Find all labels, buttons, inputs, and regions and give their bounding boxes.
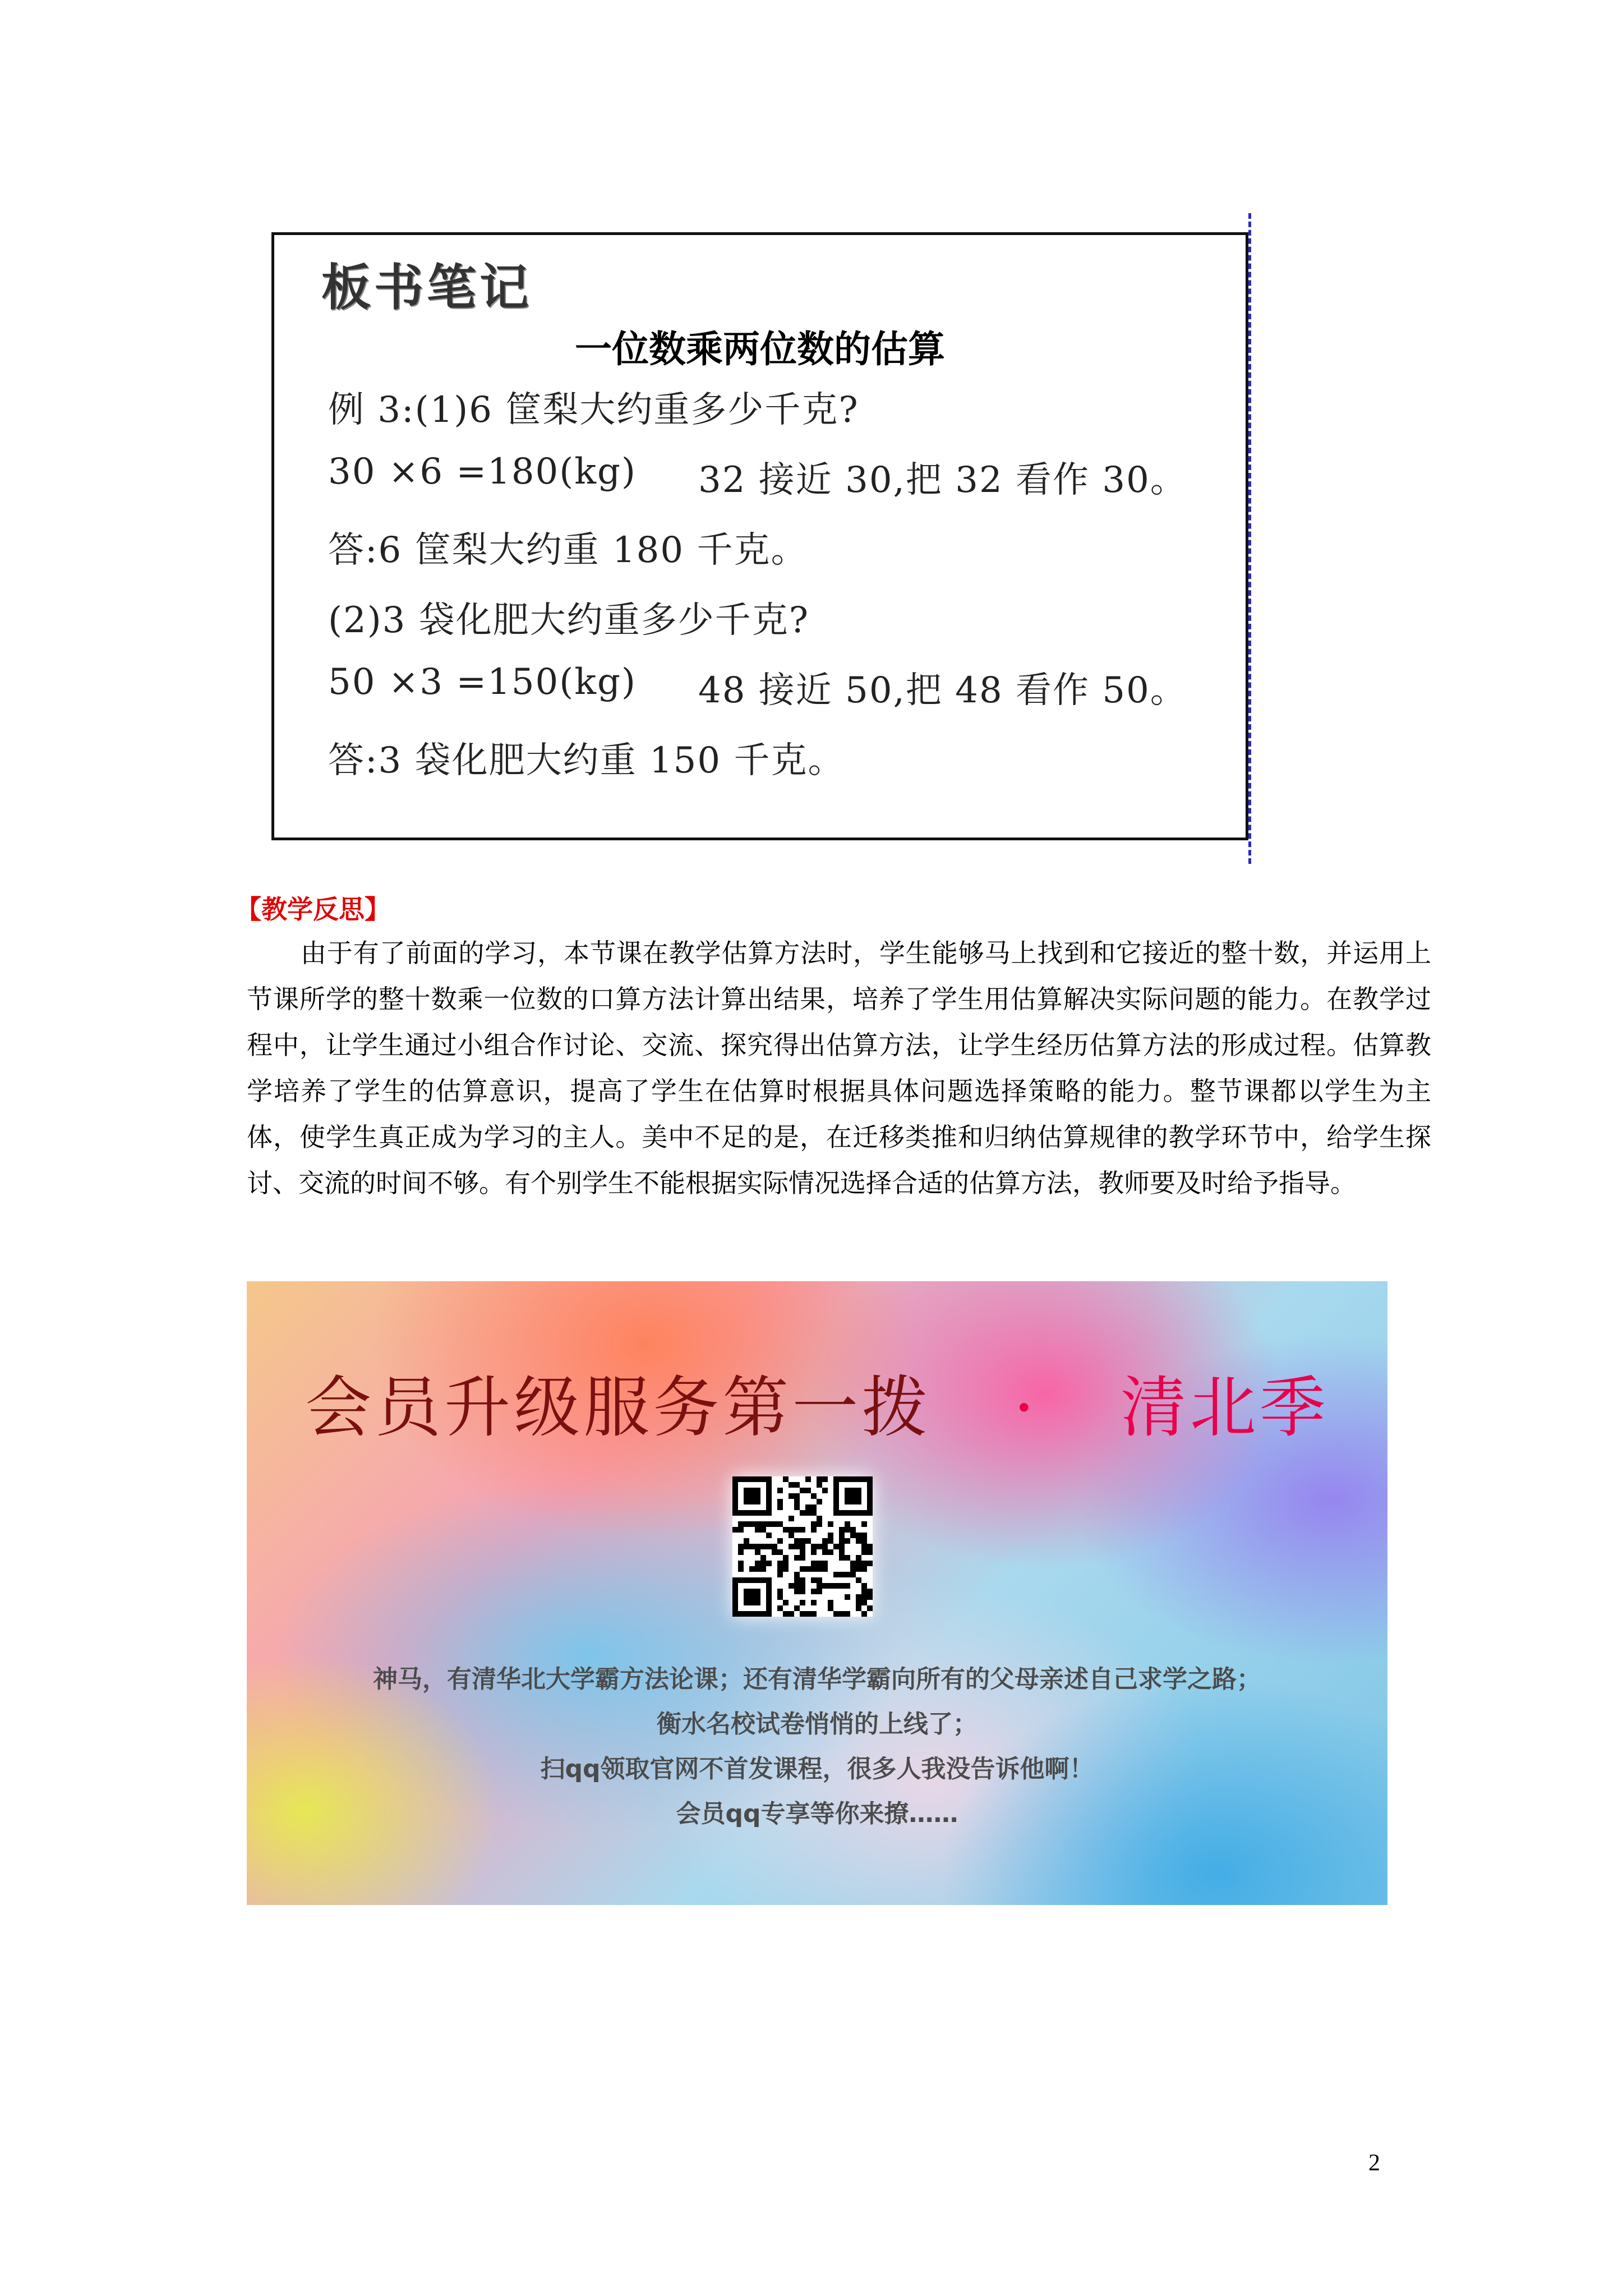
qr-code-graphic (732, 1476, 873, 1617)
membership-banner[interactable] (247, 1281, 1387, 1905)
board-line (328, 731, 845, 783)
banner-title-separator: · (1013, 1369, 1038, 1446)
board-line (328, 521, 808, 573)
page-number: 2 (1368, 2150, 1380, 2176)
reflection-body (247, 930, 1431, 1206)
board-line-text: 50 ×3 =150(kg) (328, 661, 637, 703)
banner-line: 会员qq专享等你来撩…… (676, 1800, 958, 1828)
board-line (328, 591, 809, 643)
board-line-text: (2)3 袋化肥大约重多少千克? (328, 600, 810, 641)
blackboard-notes-image (271, 232, 1248, 840)
banner-text-lines (247, 1657, 1387, 1837)
board-line-text: 30 ×6 =180(kg) (328, 451, 637, 493)
board-line-text: 例 3:(1)6 筐梨大约重多少千克? (328, 389, 859, 431)
board-line-text: 答:6 筐梨大约重 180 千克。 (328, 530, 808, 571)
banner-line: 扫qq领取官网不首发课程，很多人我没告诉他啊！ (540, 1755, 1094, 1783)
banner-line: 神马，有清华北大学霸方法论课；还有清华学霸向所有的父母亲述自己求学之路； (373, 1665, 1261, 1694)
board-line-text: 答:3 袋化肥大约重 150 千克。 (328, 740, 845, 781)
banner-line: 衡水名校试卷悄悄的上线了； (657, 1710, 978, 1738)
banner-title-main: 会员升级服务第一拨 (305, 1369, 932, 1446)
board-line (328, 381, 859, 432)
board-line (328, 661, 1187, 711)
banner-title (247, 1354, 1387, 1450)
reflection-heading: 【教学反思】 (236, 894, 390, 924)
banner-title-season: 清北季 (1120, 1369, 1329, 1446)
qr-code-icon[interactable] (732, 1476, 873, 1617)
board-line (328, 451, 1187, 501)
board-title: 板书笔记 (321, 258, 533, 316)
board-line-note: 48 接近 50,把 48 看作 50。 (698, 670, 1187, 711)
board-subtitle: 一位数乘两位数的估算 (575, 328, 945, 371)
board-line-note: 32 接近 30,把 32 看作 30。 (698, 459, 1187, 501)
board-edge-dashed-line (1248, 213, 1251, 864)
reflection-paragraph: 由于有了前面的学习，本节课在教学估算方法时，学生能够马上找到和它接近的整十数，并运用上节课所学的整十数乘一位数的口算方法计算出结果，培养了学生用估算解决实际问题的能力。在教学过程中，让学生通过小组合作讨论、交流、探究得出估算方法，让学生经历估算方法的形成过程。估算教学培养了学生的估算意识，提高了学生在估算时根据具体问题选择策略的能力。整节课都以学生为主体，使学生真正成为学习的主人。美中不足的是，在迁移类推和归纳估算规律的教学环节中，给学生探讨、交流的时间不够。有个别学生不能根据实际情况选择合适的估算方法，教师要及时给予指导。 (247, 938, 1431, 1198)
